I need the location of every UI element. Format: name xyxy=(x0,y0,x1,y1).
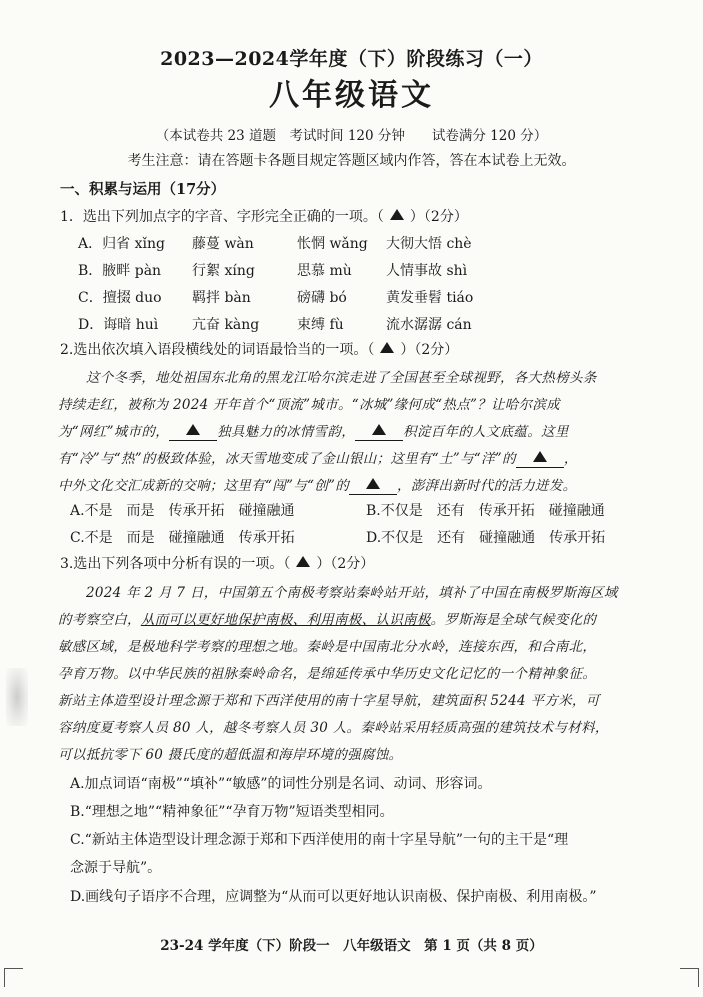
fill-blank xyxy=(355,424,403,441)
crop-mark-right xyxy=(680,968,699,987)
passage-line: 持续走红，被称为 2024 开年首个“顶流”城市。“冰城”缘何成“热点”？让哈尔滨成 xyxy=(58,397,560,413)
passage-line: 这个冬季，地处祖国东北角的黑龙江哈尔滨走进了全国甚至全球视野，各大热榜头条 xyxy=(86,370,597,386)
q3-option-c-line1: C.“新站主体造型设计理念源于郑和下西洋使用的南十字星导航”一句的主干是“理 xyxy=(70,832,569,848)
question-1-stem xyxy=(60,206,468,226)
crop-mark-left xyxy=(4,968,23,987)
question-2-score: ）（2分） xyxy=(400,342,459,358)
q1-option-a-word2: 藤蔓 wàn xyxy=(192,236,254,252)
q1-option-d-word1: D．诲暗 huì xyxy=(78,317,159,333)
q1-option-d-word2: 亢奋 kàng xyxy=(192,317,260,333)
passage-line: 2024 年 2 月 7 日，中国第五个南极考察站秦岭站开站，填补了中国在南极罗斯海区域 xyxy=(86,585,618,601)
passage-line: 为“网红”城市的， 独具魅力的冰情雪韵， 积淀百年的人文底蕴。这里 xyxy=(58,424,569,440)
q1-option-c-word4: 黄发垂髫 tiáo xyxy=(386,290,474,306)
question-3-score: ）（2分） xyxy=(316,556,375,572)
q3-option-a: A.加点词语“南极”“填补”“敏感”的词性分别是名词、动词、形容词。 xyxy=(70,776,492,792)
passage-line: 孕育万物。以中华民族的祖脉秦岭命名，是绵延传承中华历史文化记忆的一个精神象征。 xyxy=(58,666,597,682)
answer-triangle-icon xyxy=(380,342,394,353)
q3-option-b: B.“理想之地”“精神象征”“孕育万物”短语类型相同。 xyxy=(70,804,394,820)
q2-option-a: A.不是 而是 传承开拓 碰撞融通 xyxy=(70,503,295,519)
question-3-stem xyxy=(60,553,374,573)
q1-option-a-word1: A．归省 xǐng xyxy=(78,236,165,252)
fill-blank xyxy=(169,424,217,441)
q3-option-c-line2: 念源于导航”。 xyxy=(70,860,162,876)
exam-notice: 考生注意：请在答题卡各题目规定答题区域内作答，答在本试卷上无效。 xyxy=(127,153,576,169)
q1-option-c-word3: 磅礴 bó xyxy=(297,290,347,306)
exam-info: （本试卷共 23 道题 考试时间 120 分钟 试卷满分 120 分） xyxy=(155,128,548,144)
exam-title: 2023—2024学年度（下）阶段练习（一） xyxy=(160,48,543,70)
section-title: 一、积累与运用（17分） xyxy=(60,181,226,198)
question-2-stem xyxy=(60,339,458,359)
passage-line: 有“冷”与“热”的极致体验，冰天雪地变成了金山银山；这里有“土”与“洋”的 ， xyxy=(58,451,578,467)
q2-option-b: B.不仅是 还有 传承开拓 碰撞融通 xyxy=(366,503,605,519)
passage-line: 中外文化交汇成新的交响；这里有“闯”与“创”的 ，澎湃出新时代的活力迸发。 xyxy=(58,478,577,494)
q1-option-a-word4: 大彻大悟 chè xyxy=(386,236,472,252)
question-1-text: 1．选出下列加点字的字音、字形完全正确的一项。（ xyxy=(60,209,384,225)
page-footer: 23-24 学年度（下）阶段一 八年级语文 第 1 页（共 8 页） xyxy=(160,938,543,954)
fill-blank xyxy=(349,478,397,495)
q3-option-d: D.画线句子语序不合理，应调整为“从而可以更好地认识南极、保护南极、利用南极。” xyxy=(70,889,597,905)
q2-option-c: C.不是 而是 碰撞融通 传承开拓 xyxy=(70,530,295,546)
passage-line: 的考察空白，从而可以更好地保护南极、利用南极、认识南极。罗斯海是全球气候变化的 xyxy=(58,612,597,628)
q1-option-b-word2: 行絮 xíng xyxy=(192,263,255,279)
q1-option-c-word2: 羁拌 bàn xyxy=(192,290,251,306)
underlined-sentence: 从而可以更好地保护南极、利用南极、认识南极 xyxy=(140,612,431,628)
passage-line: 容纳度夏考察人员 80 人，越冬考察人员 30 人。秦岭站采用轻质高强的建筑技术与材料， xyxy=(58,720,609,736)
answer-triangle-icon xyxy=(390,209,404,220)
blank-triangle-icon xyxy=(533,451,547,462)
passage-line: 新站主体造型设计理念源于郑和下西洋使用的南十字星导航，建筑面积 5244 平方米，可 xyxy=(58,693,600,709)
passage-line: 敏感区域，是极地科学考察的理想之地。秦岭是中国南北分水岭，连接东西，和合南北， xyxy=(58,639,597,655)
q2-option-d: D.不仅是 还有 碰撞融通 传承开拓 xyxy=(366,530,606,546)
question-1-score: ）（2分） xyxy=(409,209,468,225)
q1-option-b-word4: 人情事故 shì xyxy=(386,263,468,279)
q1-option-d-word4: 流水潺潺 cán xyxy=(386,317,472,333)
q1-option-b-word1: B．腋畔 pàn xyxy=(78,263,162,279)
question-3-text: 3.选出下列各项中分析有误的一项。（ xyxy=(60,556,291,572)
blank-triangle-icon xyxy=(372,424,386,435)
q1-option-a-word3: 怅惘 wǎng xyxy=(297,236,368,252)
question-2-text: 2.选出依次填入语段横线处的词语最恰当的一项。（ xyxy=(60,342,375,358)
answer-triangle-icon xyxy=(296,556,310,567)
passage-line: 可以抵抗零下 60 摄氏度的超低温和海岸环境的强腐蚀。 xyxy=(58,747,403,763)
scan-smudge xyxy=(6,668,28,726)
blank-triangle-icon xyxy=(366,478,380,489)
q1-option-d-word3: 束缚 fù xyxy=(297,317,344,333)
q1-option-c-word1: C．擅掇 duo xyxy=(78,290,162,306)
subject-title: 八年级语文 xyxy=(269,78,434,113)
q1-option-b-word3: 思慕 mù xyxy=(297,263,352,279)
fill-blank xyxy=(516,451,564,468)
blank-triangle-icon xyxy=(186,424,200,435)
